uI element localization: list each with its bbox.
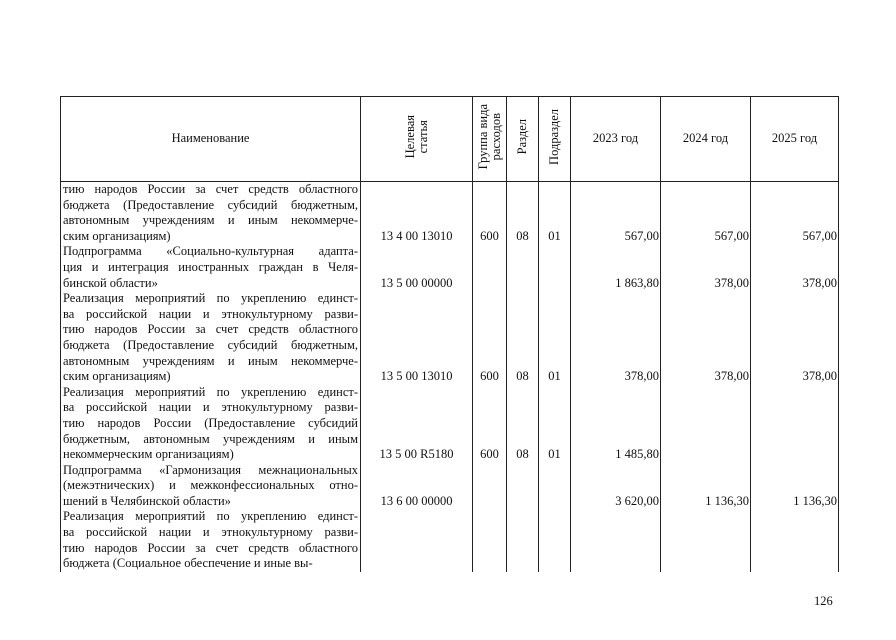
page-number: 126: [814, 594, 833, 608]
row-name-line: ва российской нации и этнокультурному разви-: [63, 400, 358, 415]
row-target-article: 13 5 00 00000: [361, 244, 473, 291]
row-amount-2023: 378,00: [571, 291, 661, 385]
row-expense-group: [473, 509, 507, 571]
header-section: [507, 97, 539, 182]
row-name-line: бюджета (Предоставление субсидий бюджетным,: [63, 337, 358, 352]
row-amount-2023: 1 863,80: [571, 244, 661, 291]
row-name-line: бюджетным, автономным учреждениям и иным: [63, 431, 358, 446]
row-name: [61, 244, 361, 291]
row-section: [507, 509, 539, 571]
row-name-line: тию народов России за счет средств областного: [63, 540, 358, 555]
row-name-line: Подпрограмма «Гармонизация межнациональных: [63, 462, 358, 477]
row-amount-2024: 1 136,30: [661, 463, 751, 510]
row-name-line: бинской области»: [63, 275, 158, 290]
row-subsection: 01: [539, 385, 571, 463]
row-name: [61, 509, 361, 571]
row-section: [507, 244, 539, 291]
row-name-line: тию народов России за счет средств областного: [63, 322, 358, 337]
header-target-article-line-1: Целевая: [402, 115, 417, 159]
row-name-line: ва российской нации и этнокультурному разви-: [63, 525, 358, 540]
table-row: [61, 463, 839, 510]
row-amount-2023: [571, 509, 661, 571]
row-name-line: ским организациям): [63, 369, 171, 384]
row-section: 08: [507, 182, 539, 245]
row-name-line: Реализация мероприятий по укреплению единст-: [63, 384, 358, 399]
table-row: [61, 244, 839, 291]
row-name: [61, 291, 361, 385]
row-amount-2025: [751, 385, 839, 463]
row-expense-group: [473, 244, 507, 291]
table-row: [61, 385, 839, 463]
row-target-article: 13 6 00 00000: [361, 463, 473, 510]
row-name-line: бюджета (Предоставление субсидий бюджетным,: [63, 197, 358, 212]
row-amount-2023: 3 620,00: [571, 463, 661, 510]
row-section: [507, 463, 539, 510]
header-year-2024: 2024 год: [661, 97, 751, 182]
row-name: [61, 182, 361, 245]
budget-table: [60, 96, 839, 572]
row-name-line: бюджета (Социальное обеспечение и иные вы-: [63, 556, 313, 571]
header-target-article: [361, 97, 473, 182]
row-amount-2023: 1 485,80: [571, 385, 661, 463]
row-name-line: Реализация мероприятий по укреплению единст-: [63, 509, 358, 524]
row-amount-2024: 567,00: [661, 182, 751, 245]
header-expense-group-line-1: Группа вида: [475, 104, 490, 170]
table-row: [61, 182, 839, 245]
row-name-line: ция и интеграция иностранных граждан в Челя-: [63, 259, 358, 274]
header-name: Наименование: [61, 97, 361, 182]
row-section: 08: [507, 385, 539, 463]
row-name-line: Реализация мероприятий по укреплению единст-: [63, 291, 358, 306]
row-name-line: тию народов России за счет средств областного: [63, 182, 358, 196]
table-row: [61, 291, 839, 385]
row-name-line: ва российской нации и этнокультурному разви-: [63, 306, 358, 321]
row-section: 08: [507, 291, 539, 385]
row-name-line: некоммерческим организациям): [63, 447, 234, 462]
header-subsection-label: Подраздел: [547, 108, 561, 165]
header-expense-group: [473, 97, 507, 182]
row-expense-group: 600: [473, 182, 507, 245]
row-amount-2024: [661, 509, 751, 571]
row-name-line: тию народов России (Предоставление субсидий: [63, 415, 358, 430]
row-name-line: автономным учреждениям и иным некоммерче-: [63, 353, 358, 368]
row-amount-2025: 1 136,30: [751, 463, 839, 510]
row-target-article: 13 5 00 R5180: [361, 385, 473, 463]
row-amount-2025: [751, 509, 839, 571]
row-expense-group: 600: [473, 291, 507, 385]
row-subsection: [539, 463, 571, 510]
row-name: [61, 385, 361, 463]
table-row: [61, 509, 839, 571]
table-header-row: [61, 97, 839, 182]
table-body: [61, 182, 839, 572]
row-subsection: 01: [539, 291, 571, 385]
row-target-article: 13 4 00 13010: [361, 182, 473, 245]
row-name-line: шений в Челябинской области»: [63, 493, 231, 508]
row-subsection: [539, 244, 571, 291]
row-name-line: (межэтнических) и межконфессиональных отно-: [63, 478, 358, 493]
row-amount-2023: 567,00: [571, 182, 661, 245]
row-amount-2025: 567,00: [751, 182, 839, 245]
row-name-line: ским организациям): [63, 228, 171, 243]
row-subsection: [539, 509, 571, 571]
row-amount-2024: 378,00: [661, 291, 751, 385]
row-expense-group: 600: [473, 385, 507, 463]
row-amount-2025: 378,00: [751, 291, 839, 385]
row-amount-2024: [661, 385, 751, 463]
row-expense-group: [473, 463, 507, 510]
row-amount-2025: 378,00: [751, 244, 839, 291]
row-name: [61, 463, 361, 510]
header-target-article-line-2: статья: [415, 120, 430, 154]
row-name-line: Подпрограмма «Социально-культурная адапта-: [63, 244, 358, 259]
header-subsection: [539, 97, 571, 182]
header-section-label: Раздел: [515, 119, 529, 155]
row-amount-2024: 378,00: [661, 244, 751, 291]
header-expense-group-line-2: расходов: [488, 113, 503, 161]
row-name-line: автономным учреждениям и иным некоммерче-: [63, 213, 358, 228]
header-year-2025: 2025 год: [751, 97, 839, 182]
row-subsection: 01: [539, 182, 571, 245]
header-year-2023: 2023 год: [571, 97, 661, 182]
budget-table-sheet: [60, 96, 838, 582]
row-target-article: 13 5 00 13010: [361, 291, 473, 385]
row-target-article: [361, 509, 473, 571]
